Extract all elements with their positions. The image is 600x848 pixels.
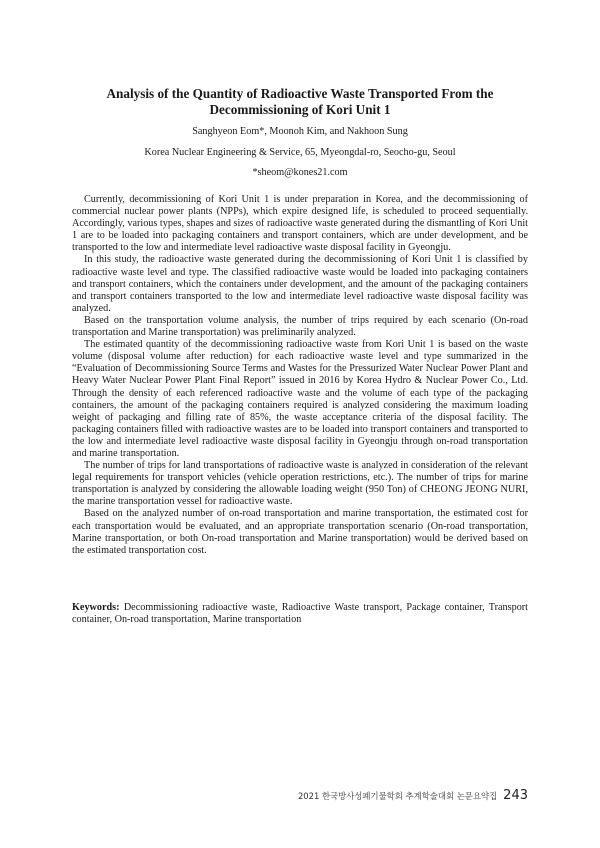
abstract-paragraph: Based on the transportation volume analysis, the number of trips required by each scenario (On-road transportation and Marine transportation) was preliminarily analyzed. (72, 314, 528, 339)
conference-name: 2021 한국방사성폐기물학회 추계학술대회 논문요약집 (297, 791, 498, 801)
abstract-paragraph: In this study, the radioactive waste generated during the decommissioning of Kori Unit 1 is classified by radioactive waste level and type. The classified radioactive waste would be loaded into packaging containers and transport containers, which the containers under development, and the amount of the packaging containers and transport containers transported to the low and intermediate level radioactive waste disposal facility was analyzed. (72, 254, 528, 314)
author-list: Sanghyeon Eom*, Moonoh Kim, and Nakhoon Sung (192, 126, 408, 137)
page-number: 243 (503, 788, 528, 803)
abstract-paragraph: Currently, decommissioning of Kori Unit 1 is under preparation in Korea, and the decommissioning of commercial nuclear power plants (NPPs), which expire designed life, is scheduled to proceed sequentially. Accordingly, various types, shapes and sizes of radioactive waste generated during the dismantling of Kori Unit 1 are to be loaded into packaging containers and transport containers, which are under development, and be transported to the low and intermediate level radioactive waste disposal facility in Gyeongju. (72, 194, 528, 254)
affiliation: Korea Nuclear Engineering & Service, 65, Myeongdal-ro, Seocho-gu, Seoul (144, 147, 456, 158)
paper-title: Analysis of the Quantity of Radioactive Waste Transported From the Decommissioning of Kori Unit 1 (106, 86, 494, 117)
abstract-paragraph: The number of trips for land transportations of radioactive waste is analyzed in consideration of the relevant legal requirements for transport vehicles (vehicle operation restrictions, etc.). The number of trips for marine transportation is analyzed by considering the allowable loading weight (950 Ton) of CHEONG JEONG NURI, the marine transportation vessel for radioactive waste. (72, 460, 528, 508)
abstract-body (72, 194, 528, 557)
keywords-label: Keywords: (72, 602, 120, 613)
keywords-section (72, 602, 528, 626)
corresponding-email: *sheom@kones21.com (252, 167, 348, 178)
page-footer (298, 788, 528, 803)
keywords-text: Decommissioning radioactive waste, Radioactive Waste transport, Package container, Transport container, On-road transportation, Marine transportation (72, 602, 529, 626)
abstract-paragraph: The estimated quantity of the decommissioning radioactive waste from Kori Unit 1 is based on the waste volume (disposal volume after reduction) for each radioactive waste level and type summarized in the “Evaluation of Decommissioning Source Terms and Wastes for the Pressurized Water Nuclear Power Plant and Heavy Water Nuclear Power Plant Final Report” issued in 2016 by Korea Hydro & Nuclear Power Co., Ltd. Through the density of each referenced radioactive waste and the volume of each type of the packaging containers, the amount of the packaging containers required is analyzed considering the maximum loading weight of packaging and filling rate of 85%, the waste acceptance criteria of the disposal facility. The packaging containers filled with radioactive wastes are to be loaded into transport containers and transported to the low and intermediate level radioactive waste disposal facility in Gyeongju through on-road transportation and marine transportation. (72, 339, 528, 459)
abstract-paragraph: Based on the analyzed number of on-road transportation and marine transportation, the estimated cost for each transportation would be evaluated, and an appropriate transportation scenario (On-road transportation, Marine transportation, or both On-road transportation and Marine transportation) would be derived based on the estimated transportation cost. (72, 508, 528, 556)
